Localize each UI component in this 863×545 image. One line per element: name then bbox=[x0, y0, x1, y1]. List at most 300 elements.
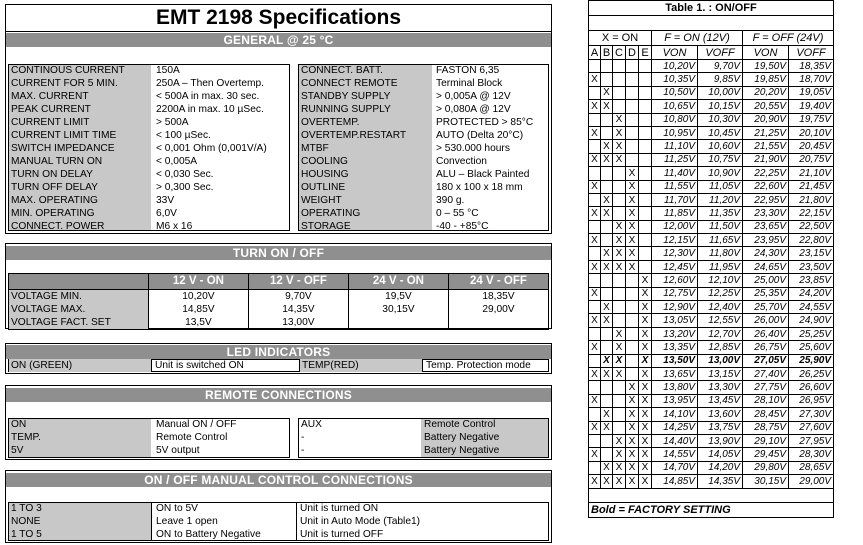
table1-switch bbox=[589, 327, 601, 340]
spec-value: 250A – Then Overtemp. bbox=[156, 78, 264, 89]
table1-voltage: 13,50V bbox=[652, 354, 698, 367]
table1-voltage: 14,05V bbox=[698, 448, 743, 461]
spec-value: -40 - +85°C bbox=[436, 221, 489, 232]
general-right-labels bbox=[301, 64, 406, 233]
table1-voltage: 30,15V bbox=[743, 475, 789, 488]
table1-switch: X bbox=[639, 367, 652, 380]
table1-voltage: 29,80V bbox=[743, 461, 789, 474]
table1-voltage: 12,55V bbox=[698, 314, 743, 327]
turn-table-head bbox=[9, 274, 549, 290]
table1-switch bbox=[626, 314, 639, 327]
table1-row bbox=[589, 327, 834, 340]
table1-voltage: 19,50V bbox=[743, 60, 789, 73]
table1-switch bbox=[626, 86, 639, 99]
table1-voltage: 13,35V bbox=[652, 341, 698, 354]
table1-title: Table 1. : ON/OFF bbox=[589, 1, 834, 16]
spec-label: OUTLINE bbox=[301, 182, 346, 193]
table1-switch: X bbox=[601, 314, 613, 327]
table1-switch bbox=[639, 60, 652, 73]
table1-switch: X bbox=[639, 448, 652, 461]
turn-table-wrap bbox=[8, 273, 549, 330]
table1-voltage: 11,55V bbox=[652, 180, 698, 193]
table1-voltage: 28,45V bbox=[743, 408, 789, 421]
table1-switch: X bbox=[589, 234, 601, 247]
table1-voltage: 21,80V bbox=[789, 193, 834, 206]
table1-switch: X bbox=[639, 434, 652, 447]
spec-value: Convection bbox=[436, 156, 487, 167]
table1-voltage: 24,90V bbox=[789, 314, 834, 327]
spec-value: > 0,005A @ 12V bbox=[436, 91, 511, 102]
table1-subhead: VON bbox=[743, 46, 789, 60]
table1-voltage: 10,60V bbox=[698, 140, 743, 153]
table1-row bbox=[589, 60, 834, 73]
general-header: GENERAL @ 25 °C bbox=[6, 33, 551, 47]
table1-switch bbox=[626, 274, 639, 287]
table1-voltage: 14,25V bbox=[652, 421, 698, 434]
table1-row bbox=[589, 234, 834, 247]
table1-letter: E bbox=[639, 46, 652, 60]
table1-voltage: 20,75V bbox=[789, 153, 834, 166]
table1-switch: X bbox=[589, 287, 601, 300]
table1-switch bbox=[589, 247, 601, 260]
manual-header: ON / OFF MANUAL CONTROL CONNECTIONS bbox=[6, 473, 551, 487]
table1-voltage: 20,20V bbox=[743, 86, 789, 99]
spec-label: CONNECT REMOTE bbox=[301, 78, 398, 89]
spec-value: FASTON 6,35 bbox=[436, 65, 500, 76]
table1-switch bbox=[613, 421, 626, 434]
table1-switch: X bbox=[613, 140, 626, 153]
table1-row bbox=[589, 408, 834, 421]
page-title: EMT 2198 Specifications bbox=[155, 6, 402, 29]
table1-switch: X bbox=[613, 220, 626, 233]
table1-row bbox=[589, 461, 834, 474]
table1-voltage: 22,95V bbox=[743, 193, 789, 206]
table1-voltage: 13,90V bbox=[698, 434, 743, 447]
table1-switch: X bbox=[589, 367, 601, 380]
table1-switch bbox=[626, 354, 639, 367]
general-left-labels bbox=[11, 64, 125, 233]
table1-switch bbox=[601, 126, 613, 139]
table1-voltage: 9,85V bbox=[698, 73, 743, 86]
table1-switch bbox=[639, 126, 652, 139]
spec-value: < 0,030 Sec. bbox=[156, 169, 214, 180]
table1-switch bbox=[613, 100, 626, 113]
table1-row bbox=[589, 73, 834, 86]
table1-row bbox=[589, 421, 834, 434]
table1-row bbox=[589, 448, 834, 461]
manual-col2 bbox=[156, 502, 261, 541]
table1-wrap bbox=[588, 0, 834, 518]
turn-col-12on: 12 V - ON bbox=[148, 274, 248, 290]
led-green-desc: Unit is switched ON bbox=[155, 360, 244, 371]
spec-value: > 0,080A @ 12V bbox=[436, 104, 511, 115]
table1-voltage: 13,00V bbox=[698, 354, 743, 367]
table1-switch: X bbox=[601, 408, 613, 421]
table1-row bbox=[589, 260, 834, 273]
table1-letter: A bbox=[589, 46, 601, 60]
table1-voltage: 14,55V bbox=[652, 448, 698, 461]
table1-voltage: 12,00V bbox=[652, 220, 698, 233]
turn-value: 9,70V bbox=[248, 290, 348, 304]
table1-voltage: 29,45V bbox=[743, 448, 789, 461]
remote-value: Remote Control bbox=[424, 419, 496, 430]
table1-switch bbox=[626, 327, 639, 340]
led-row bbox=[8, 359, 549, 372]
table1-voltage: 12,25V bbox=[698, 287, 743, 300]
table1-switch bbox=[601, 434, 613, 447]
table1-switch: X bbox=[639, 381, 652, 394]
table1-switch bbox=[626, 153, 639, 166]
table1-switch bbox=[589, 140, 601, 153]
spec-label: PEAK CURRENT bbox=[11, 104, 91, 115]
table1-switch bbox=[613, 167, 626, 180]
spec-value: < 0,005A bbox=[156, 156, 198, 167]
table1-switch bbox=[589, 220, 601, 233]
table1-voltage: 21,45V bbox=[789, 180, 834, 193]
table1-letter: C bbox=[613, 46, 626, 60]
table1-voltage: 27,05V bbox=[743, 354, 789, 367]
table1-row bbox=[589, 367, 834, 380]
table1-switch: X bbox=[626, 247, 639, 260]
table1-voltage: 13,30V bbox=[698, 381, 743, 394]
table1-switch bbox=[613, 287, 626, 300]
table1-switch: X bbox=[601, 260, 613, 273]
table1-voltage: 11,85V bbox=[652, 207, 698, 220]
table1-voltage: 11,35V bbox=[698, 207, 743, 220]
table1-switch: X bbox=[589, 314, 601, 327]
spec-label: TURN OFF DELAY bbox=[11, 182, 98, 193]
led-red-desc: Temp. Protection mode bbox=[426, 360, 531, 371]
table1-voltage: 12,15V bbox=[652, 234, 698, 247]
table1-voltage: 14,10V bbox=[652, 408, 698, 421]
table1-voltage: 20,10V bbox=[789, 126, 834, 139]
table1-row bbox=[589, 287, 834, 300]
spec-value: < 100 µSec. bbox=[156, 130, 211, 141]
table1-switch: X bbox=[601, 475, 613, 488]
table1-voltage: 22,80V bbox=[789, 234, 834, 247]
table1-switch: X bbox=[613, 434, 626, 447]
table1-voltage: 12,90V bbox=[652, 301, 698, 314]
table1-spacer bbox=[589, 16, 834, 31]
table1-switch bbox=[626, 287, 639, 300]
led-red-label: TEMP(RED) bbox=[299, 359, 423, 372]
table1-voltage: 19,75V bbox=[789, 113, 834, 126]
table1-switch: X bbox=[589, 260, 601, 273]
table1-voltage: 28,30V bbox=[789, 448, 834, 461]
manual-result: Unit is turned ON bbox=[300, 503, 379, 514]
table1-subhead: VOFF bbox=[789, 46, 834, 60]
table1-voltage: 10,95V bbox=[652, 126, 698, 139]
table1-switch bbox=[613, 60, 626, 73]
spec-value: AUTO (Delta 20°C) bbox=[436, 130, 524, 141]
spec-value: Terminal Block bbox=[436, 78, 503, 89]
spec-label: CURRENT LIMIT TIME bbox=[11, 130, 117, 141]
general-left-values bbox=[156, 64, 267, 233]
table1-voltage: 23,15V bbox=[789, 247, 834, 260]
manual-connection: ON to 5V bbox=[156, 503, 198, 514]
table1-voltage: 22,15V bbox=[789, 207, 834, 220]
table1-switch: X bbox=[613, 234, 626, 247]
table1-switch: X bbox=[626, 180, 639, 193]
table1-switch bbox=[626, 113, 639, 126]
table1-voltage: 12,60V bbox=[652, 274, 698, 287]
table1-switch bbox=[601, 381, 613, 394]
table1-row bbox=[589, 207, 834, 220]
table1-row bbox=[589, 354, 834, 367]
table1-voltage: 10,00V bbox=[698, 86, 743, 99]
spec-label: MAX. CURRENT bbox=[11, 91, 89, 102]
table1-switch: X bbox=[589, 448, 601, 461]
spec-label: CURRENT LIMIT bbox=[11, 117, 90, 128]
spec-label: COOLING bbox=[301, 156, 348, 167]
table1-letter: D bbox=[626, 46, 639, 60]
spec-label: HOUSING bbox=[301, 169, 349, 180]
table1-voltage: 26,40V bbox=[743, 327, 789, 340]
table1-switch: X bbox=[613, 341, 626, 354]
table1-switch bbox=[626, 73, 639, 86]
table1-voltage: 21,55V bbox=[743, 140, 789, 153]
spec-value: 33V bbox=[156, 195, 175, 206]
table1-voltage: 26,00V bbox=[743, 314, 789, 327]
table1-voltage: 13,15V bbox=[698, 367, 743, 380]
table1-switch bbox=[639, 100, 652, 113]
table1-switch bbox=[601, 73, 613, 86]
table1-switch: X bbox=[589, 73, 601, 86]
table1-switch bbox=[639, 86, 652, 99]
table1-switch bbox=[639, 140, 652, 153]
turn-value: 13,00V bbox=[248, 316, 348, 330]
table1-voltage: 11,50V bbox=[698, 220, 743, 233]
table1-switch: X bbox=[589, 475, 601, 488]
table1-voltage: 13,05V bbox=[652, 314, 698, 327]
table1-switch bbox=[589, 301, 601, 314]
table1-gap bbox=[589, 488, 834, 502]
table1-switch bbox=[589, 167, 601, 180]
table1-switch: X bbox=[626, 381, 639, 394]
table1-row bbox=[589, 394, 834, 407]
table1-row bbox=[589, 113, 834, 126]
turn-col-12off: 12 V - OFF bbox=[248, 274, 348, 290]
table1-row bbox=[589, 193, 834, 206]
table1-voltage: 14,70V bbox=[652, 461, 698, 474]
table1-switch bbox=[626, 367, 639, 380]
table1-switch: X bbox=[589, 394, 601, 407]
spec-value: > 500A bbox=[156, 117, 189, 128]
table1-voltage: 10,35V bbox=[652, 73, 698, 86]
table1-switch: X bbox=[639, 287, 652, 300]
table1-row bbox=[589, 167, 834, 180]
table1-row bbox=[589, 140, 834, 153]
table1-voltage: 28,75V bbox=[743, 421, 789, 434]
table1-switch: X bbox=[589, 180, 601, 193]
table1-switch: X bbox=[639, 421, 652, 434]
table1-switch bbox=[589, 86, 601, 99]
table1-switch bbox=[639, 220, 652, 233]
table1-voltage: 28,10V bbox=[743, 394, 789, 407]
table1-voltage: 10,20V bbox=[652, 60, 698, 73]
table1-switch: X bbox=[626, 408, 639, 421]
table1-voltage: 11,20V bbox=[698, 193, 743, 206]
table1-switch bbox=[639, 167, 652, 180]
table1-switch: X bbox=[613, 260, 626, 273]
table1-voltage: 25,25V bbox=[789, 327, 834, 340]
table1-switch bbox=[589, 408, 601, 421]
table1-switch: X bbox=[601, 354, 613, 367]
table1-switch bbox=[601, 327, 613, 340]
remote-header: REMOTE CONNECTIONS bbox=[6, 388, 551, 402]
table1-switch bbox=[626, 126, 639, 139]
table1-voltage: 13,80V bbox=[652, 381, 698, 394]
table1-letter: B bbox=[601, 46, 613, 60]
table1-switch: X bbox=[626, 448, 639, 461]
table1-switch bbox=[613, 86, 626, 99]
spec-label: OPERATING bbox=[301, 208, 361, 219]
table1-subhead: VON bbox=[652, 46, 698, 60]
table1-switch bbox=[589, 461, 601, 474]
table1-voltage: 24,20V bbox=[789, 287, 834, 300]
remote-label: ON bbox=[11, 419, 27, 430]
manual-label: 1 TO 3 bbox=[11, 503, 42, 514]
table1-row bbox=[589, 314, 834, 327]
table1-voltage: 10,30V bbox=[698, 113, 743, 126]
table1 bbox=[588, 0, 834, 518]
turn-col-24on: 24 V - ON bbox=[348, 274, 448, 290]
turn-value: 29,00V bbox=[448, 303, 548, 316]
table1-switch bbox=[613, 193, 626, 206]
table1-switch bbox=[639, 247, 652, 260]
table1-voltage: 25,90V bbox=[789, 354, 834, 367]
table1-switch: X bbox=[601, 301, 613, 314]
table1-voltage: 14,40V bbox=[652, 434, 698, 447]
table1-voltage: 19,05V bbox=[789, 86, 834, 99]
spec-label: OVERTEMP.RESTART bbox=[301, 130, 407, 141]
turn-row-label: VOLTAGE FACT. SET bbox=[9, 316, 149, 330]
table1-voltage: 13,95V bbox=[652, 394, 698, 407]
turn-row-label: VOLTAGE MAX. bbox=[9, 303, 149, 316]
table1-switch: X bbox=[626, 207, 639, 220]
table1-voltage: 11,25V bbox=[652, 153, 698, 166]
led-header: LED INDICATORS bbox=[6, 345, 551, 359]
remote-value: 5V output bbox=[156, 445, 200, 456]
remote-label: - bbox=[301, 445, 305, 456]
table1-voltage: 23,50V bbox=[789, 260, 834, 273]
table1-switch bbox=[613, 73, 626, 86]
table1-voltage: 29,10V bbox=[743, 434, 789, 447]
table1-switch: X bbox=[589, 126, 601, 139]
remote-left-labels bbox=[11, 418, 41, 457]
manual-labels bbox=[11, 502, 42, 541]
table1-voltage: 21,25V bbox=[743, 126, 789, 139]
spec-value: > 530.000 hours bbox=[436, 143, 510, 154]
spec-value: 0 – 55 °C bbox=[436, 208, 479, 219]
spec-label: MIN. OPERATING bbox=[11, 208, 95, 219]
table1-voltage: 10,50V bbox=[652, 86, 698, 99]
table1-row bbox=[589, 381, 834, 394]
table1-switch bbox=[613, 314, 626, 327]
table1-switch bbox=[613, 381, 626, 394]
table1-voltage: 10,75V bbox=[698, 153, 743, 166]
table1-switch: X bbox=[613, 475, 626, 488]
spec-value: < 0,001 Ohm (0,001V/A) bbox=[156, 143, 267, 154]
table1-switch: X bbox=[613, 327, 626, 340]
remote-value: Battery Negative bbox=[424, 432, 500, 443]
table1-voltage: 10,90V bbox=[698, 167, 743, 180]
spec-value: 6,0V bbox=[156, 208, 177, 219]
table1-voltage: 27,30V bbox=[789, 408, 834, 421]
turn-row bbox=[9, 303, 549, 316]
table1-switch bbox=[601, 167, 613, 180]
turn-value: 14,35V bbox=[248, 303, 348, 316]
table1-voltage: 10,80V bbox=[652, 113, 698, 126]
turn-row bbox=[9, 316, 549, 330]
table1-voltage: 21,90V bbox=[743, 153, 789, 166]
table1-switch bbox=[601, 287, 613, 300]
table1-voltage: 12,40V bbox=[698, 301, 743, 314]
table1-switch bbox=[613, 274, 626, 287]
spec-value: < 500A in max. 30 sec. bbox=[156, 91, 260, 102]
table1-switch: X bbox=[626, 394, 639, 407]
table1-switch bbox=[601, 220, 613, 233]
manual-connection: Leave 1 open bbox=[156, 516, 218, 527]
table1-switch bbox=[639, 234, 652, 247]
spec-value: 390 g. bbox=[436, 195, 465, 206]
table1-row bbox=[589, 301, 834, 314]
table1-voltage: 18,70V bbox=[789, 73, 834, 86]
table1-switch bbox=[613, 301, 626, 314]
table1-switch bbox=[639, 260, 652, 273]
table1-switch: X bbox=[639, 475, 652, 488]
table1-voltage: 10,45V bbox=[698, 126, 743, 139]
table1-voltage: 25,60V bbox=[789, 341, 834, 354]
table1-voltage: 13,65V bbox=[652, 367, 698, 380]
table1-switch: X bbox=[601, 193, 613, 206]
table1-voltage: 12,45V bbox=[652, 260, 698, 273]
table1-switch bbox=[589, 113, 601, 126]
table1-voltage: 11,70V bbox=[652, 193, 698, 206]
table1-voltage: 13,45V bbox=[698, 394, 743, 407]
table1-voltage: 18,35V bbox=[789, 60, 834, 73]
table1-switch: X bbox=[601, 86, 613, 99]
table1-switch bbox=[589, 381, 601, 394]
table1-switch: X bbox=[601, 207, 613, 220]
table1-switch: X bbox=[639, 408, 652, 421]
table1-switch bbox=[626, 140, 639, 153]
table1-voltage: 14,20V bbox=[698, 461, 743, 474]
table1-voltage: 25,00V bbox=[743, 274, 789, 287]
manual-box bbox=[8, 502, 549, 541]
turn-value: 19,5V bbox=[348, 290, 448, 304]
table1-switch bbox=[601, 274, 613, 287]
table1-voltage: 11,05V bbox=[698, 180, 743, 193]
table1-subhead: VOFF bbox=[698, 46, 743, 60]
table1-switch bbox=[626, 301, 639, 314]
table1-voltage: 26,60V bbox=[789, 381, 834, 394]
table1-voltage: 23,65V bbox=[743, 220, 789, 233]
table1-switch: X bbox=[626, 421, 639, 434]
spec-label: CONTINOUS CURRENT bbox=[11, 65, 125, 76]
manual-result: Unit in Auto Mode (Table1) bbox=[300, 516, 421, 527]
table1-voltage: 28,65V bbox=[789, 461, 834, 474]
table1-switch bbox=[639, 73, 652, 86]
table1-switch: X bbox=[613, 448, 626, 461]
table1-voltage: 27,75V bbox=[743, 381, 789, 394]
table1-row bbox=[589, 153, 834, 166]
remote-label: 5V bbox=[11, 445, 24, 456]
table1-switch bbox=[639, 113, 652, 126]
spec-label: SWITCH IMPEDANCE bbox=[11, 143, 115, 154]
spec-value: 180 x 100 x 18 mm bbox=[436, 182, 523, 193]
table1-voltage: 13,60V bbox=[698, 408, 743, 421]
